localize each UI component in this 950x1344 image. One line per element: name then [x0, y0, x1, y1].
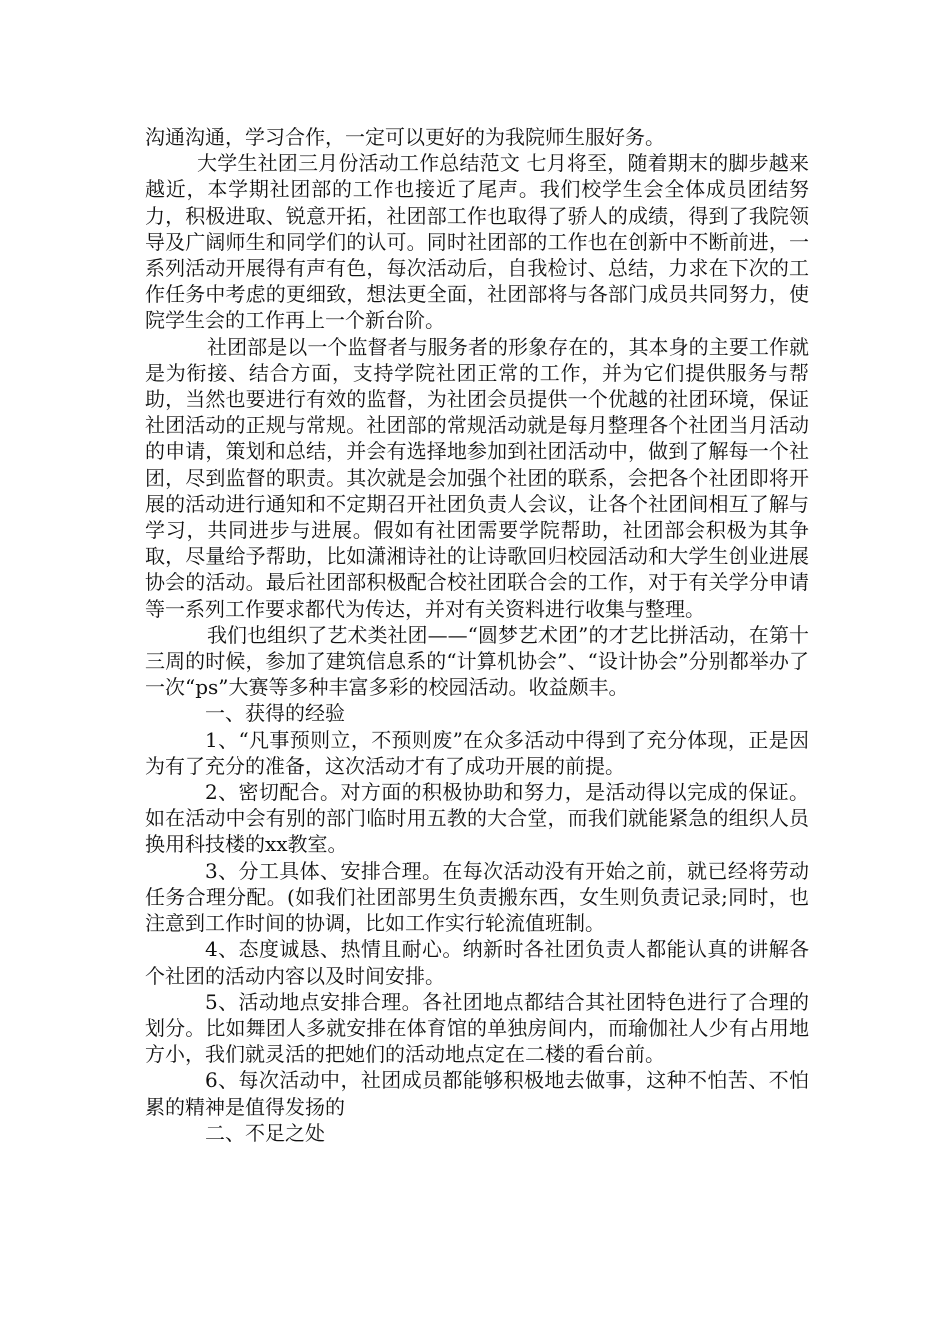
paragraph-2: 社团部是以一个监督者与服务者的形象存在的，其本身的主要工作就是为衔接、结合方面，支持学院社团正常的工作，并为它们提供服务与帮助，当然也要进行有效的监督，为社团会员提供一个优越的社团环境，保证社团活动的正规与常规。社团部的常规活动就是每月整理各个社团当月活动的申请，策划和总结，并会有选择地参加到社团活动中，做到了解每一个社团，尽到监督的职责。其次就是会加强个社团的联系，会把各个社团即将开展的活动进行通知和不定期召开社团负责人会议，让各个社团间相互了解与学习，共同进步与进展。假如有社团需要学院帮助，社团部会积极为其争取，尽量给予帮助，比如潇湘诗社的让诗歌回归校园活动和大学生创业进展协会的活动。最后社团部积极配合校社团联合会的工作，对于有关学分申请等一系列工作要求都代为传达，并对有关资料进行收集与整理。	[145, 334, 809, 621]
list-item-4: 4、态度诚恳、热情且耐心。纳新时各社团负责人都能认真的讲解各个社团的活动内容以及时间安排。	[145, 937, 809, 988]
paragraph-0: 沟通沟通，学习合作，一定可以更好的为我院师生服好务。	[145, 125, 665, 149]
list-item-2: 2、密切配合。对方面的积极协助和努力，是活动得以完成的保证。如在活动中会有别的部门临时用五教的大合堂，而我们就能紧急的组织人员换用科技楼的xx教室。	[145, 780, 809, 857]
list-item-3: 3、分工具体、安排合理。在每次活动没有开始之前，就已经将劳动任务合理分配。(如我们社团部男生负责搬东西，女生则负责记录;同时，也注意到工作时间的协调，比如工作实行轮流值班制。	[145, 858, 809, 936]
paragraph-1: 大学生社团三月份活动工作总结范文 七月将至，随着期末的脚步越来越近，本学期社团部的工作也接近了尾声。我们校学生会全体成员团结努力，积极进取、锐意开拓，社团部工作也取得了骄人的成绩，得到了我院领导及广阔师生和同学们的认可。同时社团部的工作也在创新中不断前进，一系列活动开展得有声有色，每次活动后，自我检讨、总结，力求在下次的工作任务中考虑的更细致，想法更全面，社团部将与各部门成员共同努力，使院学生会的工作再上一个新台阶。	[145, 151, 809, 333]
paragraph-3: 我们也组织了艺术类社团——“圆梦艺术团”的才艺比拼活动，在第十三周的时候，参加了建筑信息系的“计算机协会”、“设计协会”分别都举办了一次“ps”大赛等多种丰富多彩的校园活动。收益颇丰。	[145, 622, 809, 700]
list-item-5: 5、活动地点安排合理。各社团地点都结合其社团特色进行了合理的划分。比如舞团人多就安排在体育馆的单独房间内，而瑜伽社人少有占用地方小，我们就灵活的把她们的活动地点定在二楼的看台前。	[145, 989, 809, 1067]
list-item-1: 1、“凡事预则立，不预则废”在众多活动中得到了充分体现，正是因为有了充分的准备，这次活动才有了成功开展的前提。	[145, 727, 809, 778]
document-page	[145, 124, 809, 1146]
list-item-6: 6、每次活动中，社团成员都能够积极地去做事，这种不怕苦、不怕累的精神是值得发扬的	[145, 1068, 809, 1119]
section-heading-experience: 一、获得的经验	[205, 701, 345, 726]
section-heading-shortcomings: 二、不足之处	[205, 1120, 325, 1145]
